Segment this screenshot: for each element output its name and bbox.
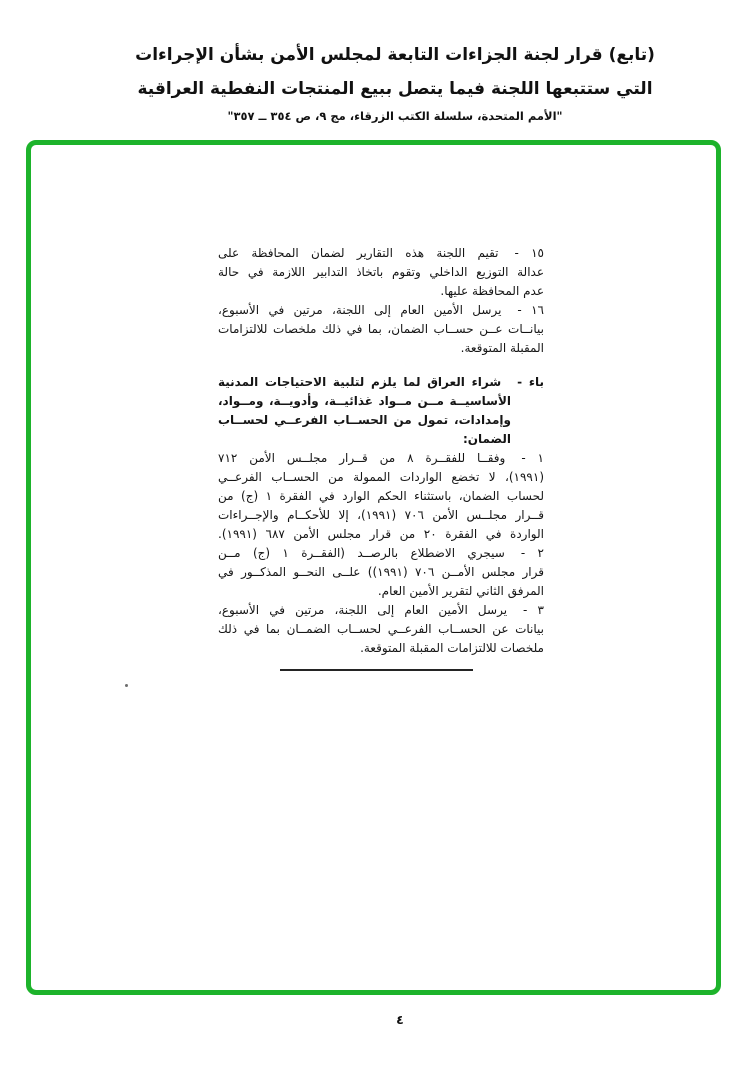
paragraph-1-line-3: لحساب الضمان، باستثناء الحكم الوارد في الفقرة ١ (ج) من <box>218 489 544 503</box>
header-title-line2: التي ستتبعها اللجنة فيما يتصل ببيع المنتجات النفطية العراقية <box>137 79 653 99</box>
paragraph-2-line-1 <box>218 544 544 563</box>
paragraph-16-line-3: المقبلة المتوقعة. <box>460 341 544 355</box>
paragraph-16-line-2: بيانــات عــن حســاب الضمان، بما في ذلك ملخصات للالتزامات <box>218 322 544 336</box>
paragraph-15-line-3: عدم المحافظة عليها. <box>440 284 544 298</box>
paragraph-3-line-2: بيانات عن الحســاب الفرعــي لحســاب الضمــان بما في ذلك <box>218 622 544 636</box>
paragraph-1-line-4: قــرار مجلــس الأمن ٧٠٦ (١٩٩١)، إلا للأحكــام والإجــراءات <box>218 508 544 522</box>
paragraph-16-text: يرسل الأمين العام إلى اللجنة، مرتين في الأسبوع، <box>218 303 502 317</box>
paragraph-3-number: ٣ - <box>523 603 544 617</box>
footnote-divider <box>280 669 473 671</box>
paragraph-1-line-1 <box>218 449 544 468</box>
paragraph-1-number: ١ - <box>521 451 544 465</box>
paragraph-2 <box>218 544 544 601</box>
paragraph-15-text: تقيم اللجنة هذه التقارير لضمان المحافظة على <box>218 246 499 260</box>
paragraph-15-line-1 <box>218 244 544 263</box>
paragraph-15-line-2: عدالة التوزيع الداخلي وتقوم باتخاذ التدابير اللازمة في حالة <box>218 265 544 279</box>
section-ba <box>218 373 544 449</box>
document-header <box>40 38 750 123</box>
paragraph-2-line-2: قرار مجلس الأمــن ٧٠٦ (١٩٩١)) علــى النحــو المذكــور في <box>218 565 544 579</box>
paragraph-16-number: ١٦ - <box>517 303 544 317</box>
page-number: ٤ <box>396 1012 404 1027</box>
paragraph-15-number: ١٥ - <box>514 246 544 260</box>
section-ba-label: باء - <box>517 375 544 389</box>
paragraph-3-text: يرسل الأمين العام إلى اللجنة، مرتين في الأسبوع، <box>218 603 508 617</box>
section-ba-text: شراء العراق لما يلزم لتلبية الاحتياجات المدنية <box>218 375 502 389</box>
header-citation: "الأمم المتحدة، سلسلة الكتب الزرقاء، مج ٩، ص ٣٥٤ ــ ٣٥٧" <box>227 109 563 123</box>
paragraph-2-text: سيجري الاضطلاع بالرصــد (الفقــرة ١ (ج) مــن <box>218 546 505 560</box>
scanned-text-block <box>218 244 544 658</box>
paragraph-1 <box>218 449 544 544</box>
paragraph-1-text: وفقــا للفقــرة ٨ من قــرار مجلــس الأمن ٧١٢ <box>218 451 506 465</box>
section-ba-line-1 <box>218 373 544 392</box>
header-title-line1: (تابع) قرار لجنة الجزاءات التابعة لمجلس الأمن بشأن الإجراءات <box>135 45 655 65</box>
section-ba-line-4: الضمان: <box>462 432 511 446</box>
paragraph-1-line-2: (١٩٩١)، لا تخضع الواردات الممولة من الحســاب الفرعــي <box>218 470 544 484</box>
paragraph-15 <box>218 244 544 301</box>
paragraph-1-line-5: الواردة في الفقرة ٢٠ من قرار مجلس الأمن ٦٨٧ (١٩٩١). <box>218 527 544 541</box>
paragraph-2-number: ٢ - <box>520 546 544 560</box>
paragraph-2-line-3: المرفق الثاني لتقرير الأمين العام. <box>377 584 544 598</box>
paragraph-3-line-1 <box>218 601 544 620</box>
scan-speck <box>125 684 128 687</box>
section-ba-line-3: وإمدادات، تمول من الحســاب الفرعــي لحســاب <box>218 413 511 427</box>
paragraph-3-line-3: ملخصات للالتزامات المقبلة المتوقعة. <box>360 641 544 655</box>
paragraph-3 <box>218 601 544 658</box>
paragraph-16 <box>218 301 544 358</box>
section-ba-line-2: الأساسيــة مــن مــواد غذائيــة، وأدويــة، ومــواد، <box>218 394 511 408</box>
paragraph-16-line-1 <box>218 301 544 320</box>
